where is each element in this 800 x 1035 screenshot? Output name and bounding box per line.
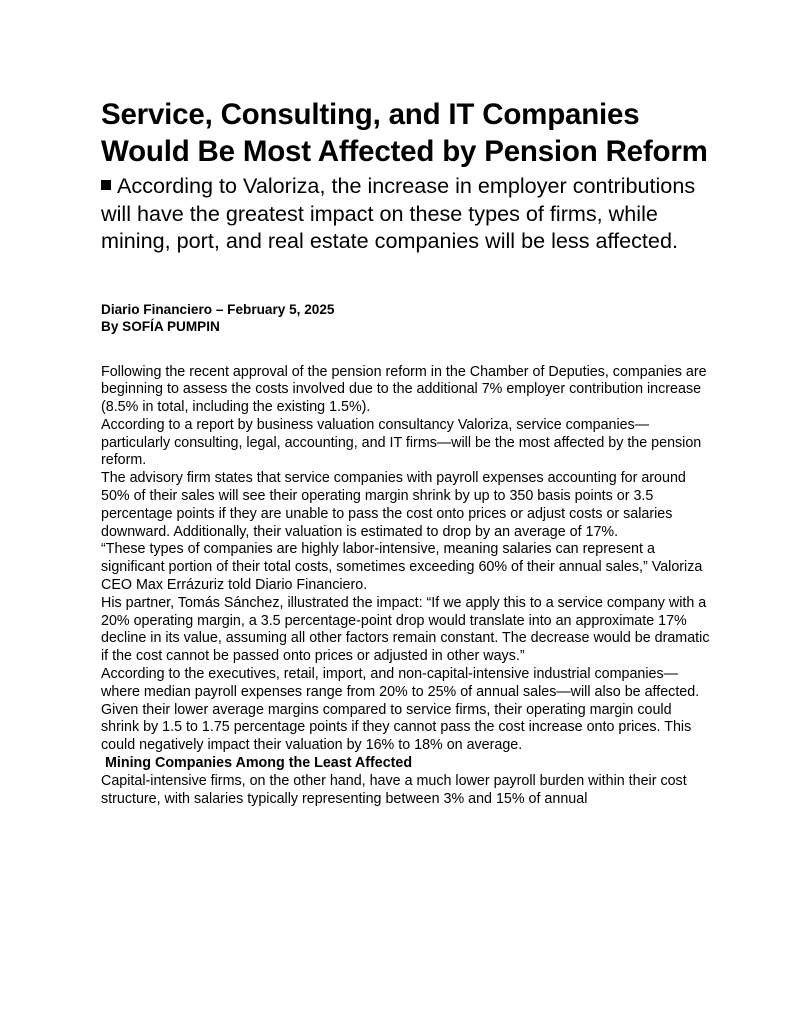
body-paragraph: Following the recent approval of the pension reform in the Chamber of Deputies, companies are beginning to assess the costs involved due to the additional 7% employer contribution increase (8.5% in total, including the existing 1.5%). — [101, 363, 707, 416]
body-paragraph: According to the executives, retail, import, and non-capital-intensive industrial companies—where median payroll expenses range from 20% to 25% of annual sales—will also be affected. Given their lower average margins compared to service firms, their operating margin could shrink by 1.5 to 1.75 percentage points if they cannot pass the cost increase onto prices. This could negatively impact their valuation by 16% to 18% on average. — [101, 666, 700, 754]
square-bullet-icon — [101, 180, 111, 190]
article-page — [101, 96, 711, 808]
article-headline: Service, Consulting, and IT Companies Would Be Most Affected by Pension Reform — [101, 98, 708, 168]
section-subhead: Mining Companies Among the Least Affected — [101, 755, 413, 772]
byline-author: By SOFÍA PUMPIN — [101, 319, 220, 334]
body-paragraph: His partner, Tomás Sánchez, illustrated the impact: “If we apply this to a service company with a 20% operating margin, a 3.5 percentage-point drop would translate into an approximate 17% decline in its value, assuming all other factors remain constant. The decrease would be dramatic if the cost cannot be passed onto prices or adjusted in other ways.” — [101, 594, 710, 665]
article-body — [101, 364, 711, 809]
article-deck-text: According to Valoriza, the increase in employer contributions will have the greatest impact on these types of firms, while mining, port, and real estate companies will be less affected. — [101, 173, 696, 253]
body-paragraph: The advisory firm states that service companies with payroll expenses accounting for around 50% of their sales will see their operating margin shrink by up to 350 basis points or 3.5 percentage points if they are unable to pass the cost onto prices or adjust costs or salaries downward. Additionally, their valuation is estimated to drop by an average of 17%. — [101, 470, 686, 540]
byline — [101, 301, 711, 336]
body-paragraph: According to a report by business valuation consultancy Valoriza, service companies—particularly consulting, legal, accounting, and IT firms—will be the most affected by the pension reform. — [101, 416, 702, 469]
byline-source-date: Diario Financiero – February 5, 2025 — [101, 301, 335, 317]
body-paragraph: “These types of companies are highly labor-intensive, meaning salaries can represent a significant portion of their total costs, sometimes exceeding 60% of their annual sales,” Valoriza CEO Max Errázuriz told Diario Financiero. — [101, 541, 703, 594]
body-paragraph: Capital-intensive firms, on the other hand, have a much lower payroll burden within their cost structure, with salaries typically representing between 3% and 15% of annual — [101, 772, 687, 807]
article-deck — [101, 172, 711, 255]
